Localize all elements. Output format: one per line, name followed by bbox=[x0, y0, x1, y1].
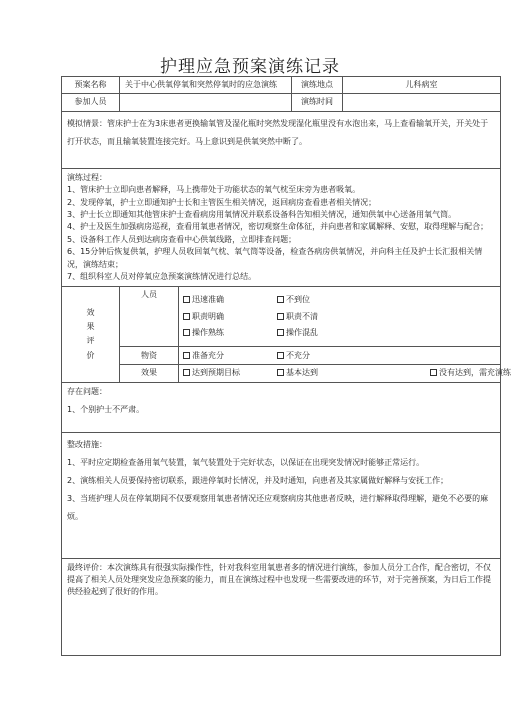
option-effect-not-achieved[interactable]: 没有达到，需充演练 bbox=[430, 367, 511, 379]
time-label: 演练时间 bbox=[292, 94, 343, 111]
plan-name-value: 关于中心供氧停氧和突然停氧时的应急演练 bbox=[120, 77, 292, 94]
corrective-heading: 整改措施： bbox=[67, 439, 107, 449]
evaluation-label: 效 果 评 价 bbox=[62, 287, 120, 382]
process-step: 5、设备科工作人员到达病房查看中心供氧线路，立即排查问题； bbox=[67, 234, 297, 244]
issues-heading: 存在问题： bbox=[67, 386, 107, 396]
location-value: 儿科病室 bbox=[343, 77, 501, 94]
option-personnel-inadequate[interactable]: 不到位 bbox=[277, 294, 496, 306]
option-effect-basic[interactable]: 基本达到 bbox=[277, 367, 430, 379]
time-value bbox=[343, 94, 501, 111]
effect-label: 效果 bbox=[120, 365, 179, 382]
checkbox-icon bbox=[277, 313, 284, 320]
process-step: 4、护士及医生加强病房巡视，查看用氧患者情况，密切观察生命体征，并向患者和家属解释、安慰，取得理解与配合； bbox=[67, 222, 489, 232]
final-evaluation-block bbox=[62, 558, 501, 655]
personnel-options bbox=[179, 287, 501, 347]
corrective-item: 1、平时应定期检查备用氧气装置，氧气装置处于完好状态，以保证在出现突发情况时能够正常运行。 bbox=[67, 457, 425, 467]
participants-value bbox=[120, 94, 292, 111]
process-step: 2、发现停氧，护士立即通知护士长和主管医生相关情况，返回病房查看患者相关情况； bbox=[67, 197, 377, 207]
process-heading: 演练过程： bbox=[67, 172, 107, 182]
option-materials-sufficient[interactable]: 准备充分 bbox=[183, 350, 277, 362]
checkbox-icon bbox=[183, 296, 190, 303]
process-block bbox=[62, 168, 501, 287]
option-materials-insufficient[interactable]: 不充分 bbox=[277, 350, 496, 362]
personnel-label: 人员 bbox=[120, 287, 179, 347]
checkbox-icon bbox=[183, 329, 190, 336]
option-personnel-skilled[interactable]: 操作熟练 bbox=[183, 327, 277, 339]
drill-record-table bbox=[61, 76, 511, 656]
location-label: 演练地点 bbox=[292, 77, 343, 94]
issue-item: 1、个别护士不严肃。 bbox=[67, 405, 145, 415]
scenario-text: 模拟情景：管床护士在为3床患者更换输氧管及湿化瓶时突然发现湿化瓶里没有水泡出来，马上查看输氧开关，开关处于打开状态，而且输氧装置连接完好。马上意识到是供氧突然中断了。 bbox=[67, 118, 489, 146]
process-step: 3、护士长立即通知其他管床护士查看病房用氧情况并联系设备科告知相关情况，通知供氧中心送备用氧气筒。 bbox=[67, 209, 457, 219]
materials-options bbox=[179, 347, 501, 365]
checkbox-icon bbox=[183, 369, 190, 376]
plan-name-label: 预案名称 bbox=[62, 77, 120, 94]
process-step: 7、组织科室人员对停氧应急预案演练情况进行总结。 bbox=[67, 271, 257, 281]
checkbox-icon bbox=[430, 369, 437, 376]
checkbox-icon bbox=[277, 296, 284, 303]
corrective-block bbox=[62, 432, 501, 558]
checkbox-icon bbox=[183, 313, 190, 320]
process-step: 6、15分钟后恢复供氧，护理人员收回氧气枕、氧气筒等设备，检查各病房供氧情况，并向科主任及护士长汇报相关情况，演练结束； bbox=[67, 247, 483, 269]
materials-label: 物资 bbox=[120, 347, 179, 365]
scenario-block bbox=[62, 111, 501, 168]
option-effect-achieved[interactable]: 达到预期目标 bbox=[183, 367, 277, 379]
option-personnel-chaotic[interactable]: 操作混乱 bbox=[277, 327, 496, 339]
page-title: 护理应急预案演练记录 bbox=[160, 57, 340, 77]
checkbox-icon bbox=[277, 329, 284, 336]
issues-block bbox=[62, 382, 501, 432]
process-step: 1、管床护士立即向患者解释，马上携带处于功能状态的氧气枕至床旁为患者吸氧。 bbox=[67, 185, 361, 195]
participants-label: 参加人员 bbox=[62, 94, 120, 111]
final-evaluation-text: 最终评价：本次演练具有很强实际操作性，针对我科室用氧患者多的情况进行演练，参加人员分工合作，配合密切，不仅提高了相关人员处理突发应急预案的能力，而且在演练过程中也发现一些需要改进的环节，对于完善预案，为日后工作提供经验起到了很好的作用。 bbox=[67, 562, 491, 597]
checkbox-icon bbox=[277, 369, 284, 376]
corrective-item: 3、当班护理人员在停氧期间不仅要观察用氧患者情况还应观察病房其他患者反映，进行解释取得理解，避免不必要的麻烦。 bbox=[67, 493, 489, 521]
option-personnel-unclear-duties[interactable]: 职责不清 bbox=[277, 311, 496, 323]
corrective-item: 2、演练相关人员要保持密切联系，跟进停氧时长情况，并及时通知，向患者及其家属做好解释与安抚工作； bbox=[67, 475, 449, 485]
checkbox-icon bbox=[183, 352, 190, 359]
option-personnel-clear-duties[interactable]: 职责明确 bbox=[183, 311, 277, 323]
checkbox-icon bbox=[277, 352, 284, 359]
option-personnel-quick[interactable]: 迅速准确 bbox=[183, 294, 277, 306]
effect-options bbox=[179, 365, 511, 382]
